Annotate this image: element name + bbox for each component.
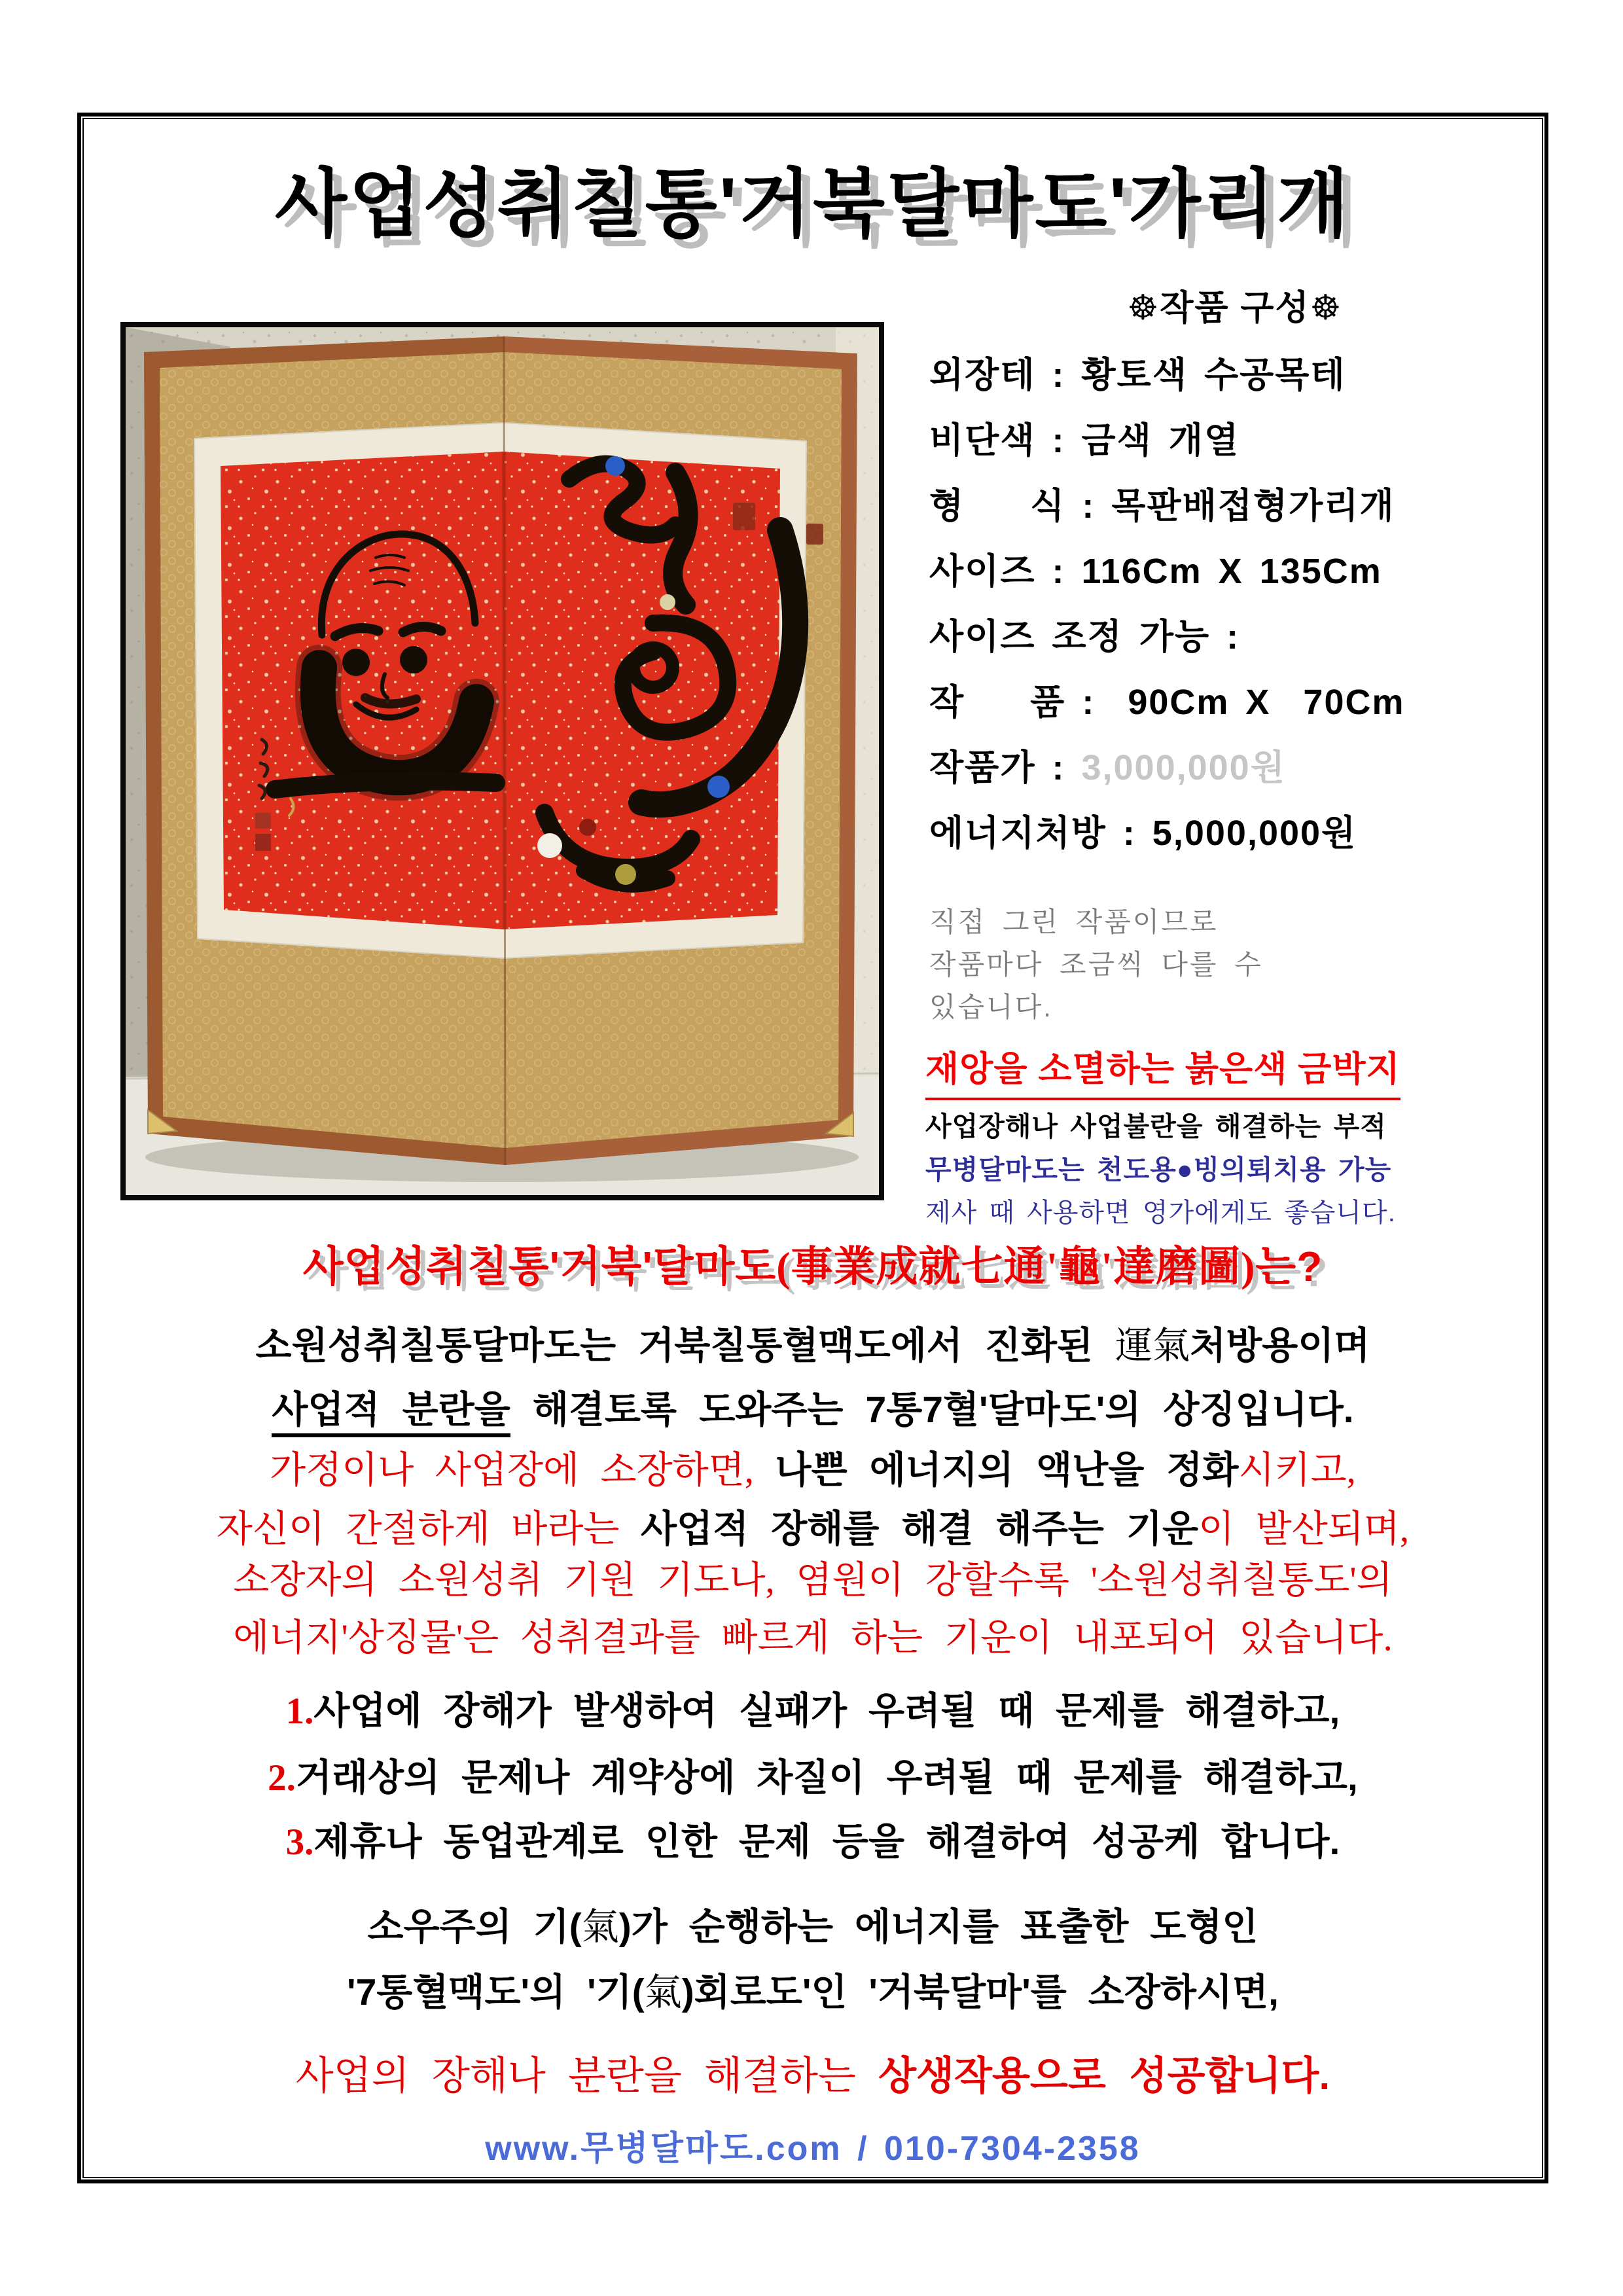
effect-line4 (81, 1607, 1544, 1661)
intro-line2 (81, 1380, 1544, 1433)
intro-line2-rest: 해결토록 도와주는 7통7혈'달마도'의 상징입니다. (510, 1389, 1354, 1431)
benefit-number-2: 2. (268, 1757, 296, 1799)
benefit-item-3 (81, 1812, 1544, 1865)
benefit-text-2: 거래상의 문제나 계약상에 차질이 우려될 때 문제를 해결하고, (295, 1757, 1358, 1799)
handmade-note-line3: 있습니다. (929, 992, 1053, 1022)
intro-line1-hanja: 運氣 (1115, 1325, 1190, 1367)
closing-statement-bold: 상생작용으로 성공합니다. (878, 2054, 1330, 2098)
price-value: 3,000,000원 (1081, 748, 1286, 787)
spec-section-header: ☸작품 구성☸ (1127, 289, 1343, 327)
handmade-note-line1: 직접 그린 작품이므로 (929, 906, 1219, 937)
intro-line1-tail: 처방용이며 (1190, 1325, 1370, 1367)
ki-line1-c: )가 순행하는 에너지를 표출한 도형인 (618, 1906, 1258, 1948)
spec-row-size-adjust: 사이즈 조정 가능 : (929, 617, 1240, 656)
usage-note-navy: 무병달마도는 천도용●빙의퇴치용 가능 (925, 1155, 1392, 1185)
spec-row-silk: 비단색 : 금색 개열 (929, 421, 1240, 460)
benefit-text-1: 사업에 장해가 발생하여 실패가 우려될 때 문제를 해결하고, (313, 1690, 1340, 1732)
effect-line1-red2: 시키고, (1238, 1450, 1356, 1491)
closing-statement (81, 2045, 1544, 2101)
handmade-note-line2: 작품마다 조금씩 다를 수 (929, 949, 1263, 980)
closing-statement-serif: 사업의 장해나 분란을 해결하는 (295, 2054, 879, 2098)
spec-row-price (929, 740, 1286, 790)
benefit-text-3: 제휴나 동업관계로 인한 문제 등을 해결하여 성공케 합니다. (313, 1821, 1340, 1863)
benefit-item-1 (81, 1681, 1544, 1734)
spec-row-size: 사이즈 : 116Cm X 135Cm (929, 552, 1382, 591)
effect-line1-red1: 가정이나 사업장에 소장하면, (270, 1450, 776, 1491)
effect-line2-red1: 자신이 간절하게 바라는 (216, 1509, 641, 1550)
effect-line2-black: 사업적 장해를 해결 해주는 기운 (640, 1508, 1199, 1550)
effect-line4-red: 에너지'상징물'은 성취결과를 빠르게 하는 기운이 내포되어 있습니다. (233, 1617, 1393, 1659)
usage-note-blue: 제사 때 사용하면 영가에게도 좋습니다. (925, 1198, 1396, 1227)
effect-line3 (81, 1550, 1544, 1604)
ki-line1-hanja: 氣 (581, 1907, 619, 1948)
price-label: 작품가 : (929, 748, 1082, 787)
ki-line1-a: 소우주의 기( (367, 1906, 582, 1948)
effect-line2-red2: 이 발산되며, (1198, 1509, 1410, 1550)
section-heading (81, 1233, 1544, 1293)
folding-screen-illustration (126, 327, 879, 1195)
ki-line2-a: '7통혈맥도'의 '기( (347, 1971, 645, 2013)
ki-line2-hanja: 氣 (644, 1972, 682, 2013)
intro-line2-underlined: 사업적 분란을 (272, 1389, 510, 1437)
section-heading-tail: 는? (1255, 1243, 1323, 1290)
effect-line1-black: 나쁜 에너지의 액난을 정화 (775, 1449, 1239, 1491)
effect-line1 (81, 1440, 1544, 1494)
page-border-frame (77, 113, 1548, 2183)
benefit-number-1: 1. (285, 1691, 314, 1732)
product-photo (120, 322, 884, 1200)
benefit-item-2 (81, 1748, 1544, 1801)
intro-line1 (81, 1316, 1544, 1369)
ki-line1 (81, 1897, 1544, 1950)
section-heading-hanja: (事業成就七通'龜'達磨圖) (776, 1244, 1256, 1290)
talisman-note: 사업장해나 사업불란을 해결하는 부적 (925, 1111, 1387, 1141)
benefit-number-3: 3. (285, 1821, 314, 1863)
ki-line2 (81, 1962, 1544, 2016)
section-heading-korean: 사업성취칠통'거북'달마도 (302, 1243, 777, 1290)
page-title: 사업성취칠통'거북달마도'가리개 (275, 163, 1351, 246)
spec-row-format: 형 식 : 목판배접형가리개 (929, 486, 1395, 526)
spec-row-energy-price: 에너지처방 : 5,000,000원 (929, 814, 1357, 853)
effect-line2 (81, 1499, 1544, 1552)
effect-line3-red: 소장자의 소원성취 기원 기도나, 염원이 강할수록 '소원성취칠통도'의 (233, 1560, 1393, 1601)
ki-line2-c: )회로도'인 '거북달마'를 소장하시면, (681, 1971, 1279, 2013)
intro-line1-korean: 소원성취칠통달마도는 거북칠통혈맥도에서 진화된 (255, 1325, 1116, 1367)
spec-row-artwork-size: 작 품 : 90Cm X 70Cm (929, 683, 1405, 722)
spec-row-frame: 외장테 : 황토색 수공목테 (929, 355, 1346, 395)
red-foil-note: 재앙을 소멸하는 붉은색 금박지 (925, 1041, 1400, 1100)
contact-line: www.무병달마도.com / 010-7304-2358 (485, 2130, 1141, 2168)
